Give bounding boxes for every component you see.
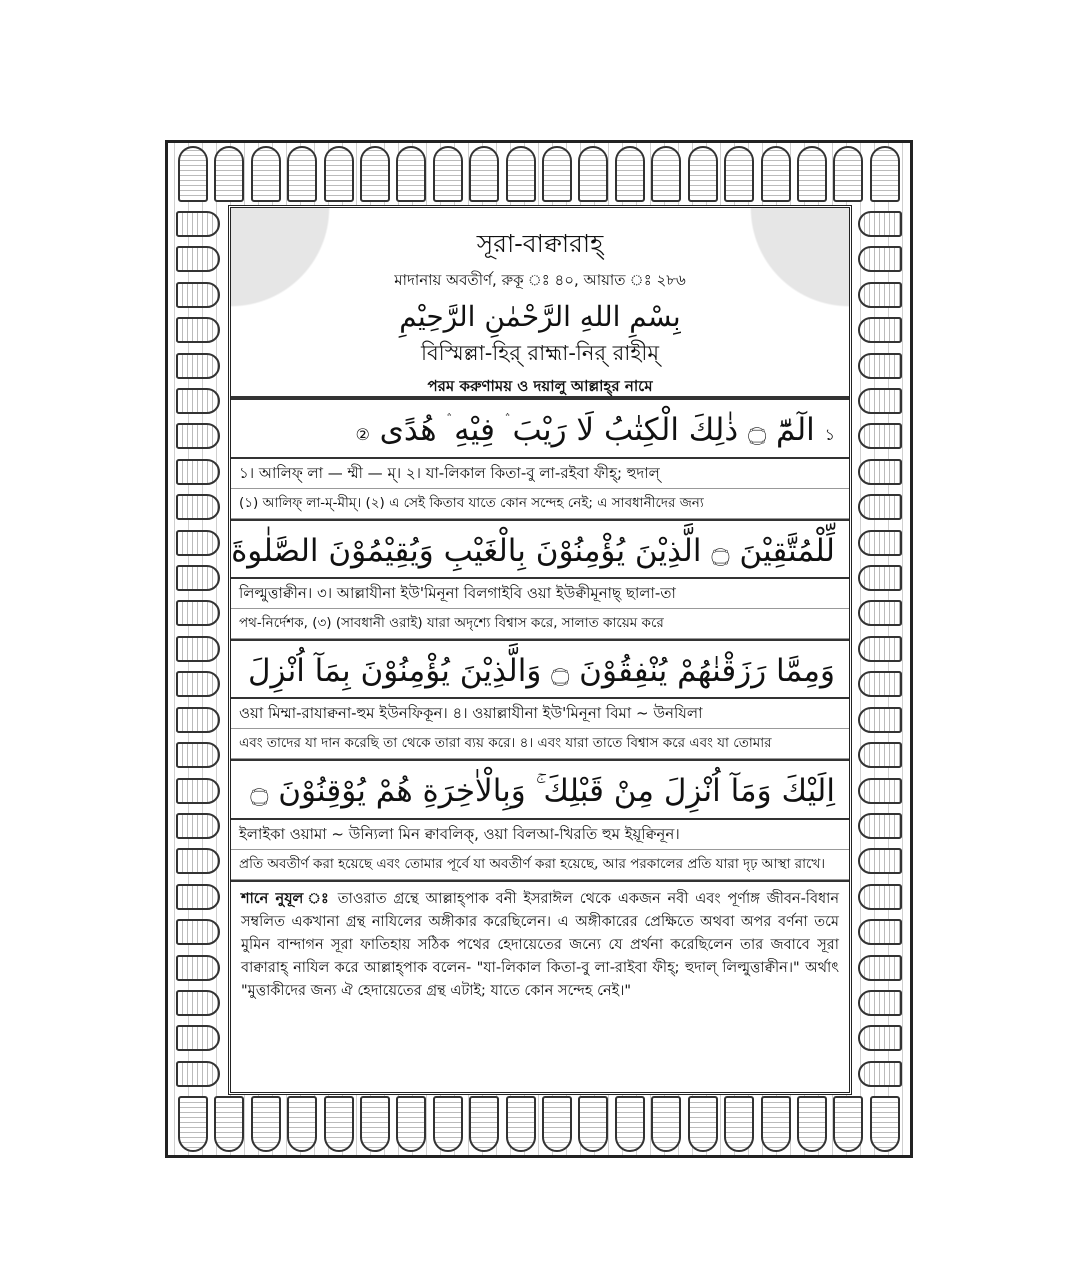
arch-ornament: [858, 636, 902, 662]
arch-ornament: [858, 211, 902, 237]
arch-ornament: [360, 1096, 390, 1152]
arch-ornament: [858, 530, 902, 556]
arch-ornament: [176, 671, 220, 697]
verse-number-badge: ②: [355, 425, 370, 444]
arch-ornament: [858, 778, 902, 804]
note-text: তাওরাত গ্রন্থে আল্লাহ্পাক বনী ইসরাঈল থেকে একজন নবী এবং পূর্ণাঙ্গ জীবন-বিধান সম্বলিত একখানা গ্রন্থ নাযিলের অঙ্গীকার করেছিলেন। এ অঙ্গীকারের প্রেক্ষিতে অথবা অপর বর্ণনা তমে মুমিন বান্দাগন সূরা ফাতিহায় সঠিক পথের হেদায়েতের জন্যে যে প্রর্থনা করেছিলেন তার জবাবে সূরা বাক্বারাহ্ নাযিল করে আল্লাহ্পাক বলেন- "যা-লিকাল কিতা-বু লা-রাইবা ফীহ্; হুদাল্ লিল্মুত্তাক্বীন।" অর্থাৎ "মুত্তাকীদের জন্য ঐ হেদায়েতের গ্রন্থ এটাই; যাতে কোন সন্দেহ নেই।": [241, 891, 840, 999]
arch-ornament: [176, 848, 220, 874]
arch-ornament: [251, 1096, 281, 1152]
arch-ornament: [176, 211, 220, 237]
arch-ornament: [324, 146, 354, 202]
arch-ornament: [858, 884, 902, 910]
verse-arabic: لِّلْمُتَّقِيْنَ ۝ الَّذِيْنَ يُؤْمِنُوْنَ بِالْغَيْبِ وَيُقِيْمُوْنَ الصَّلٰوةَ: [231, 519, 849, 579]
arch-ornament: [651, 146, 681, 202]
arch-ornament: [396, 146, 426, 202]
arch-ornament: [615, 146, 645, 202]
arch-ornament: [176, 494, 220, 520]
arch-ornament: [833, 146, 863, 202]
sura-header: [231, 208, 849, 398]
arch-ornament: [858, 423, 902, 449]
sura-title: সূরা-বাক্বারাহ্: [476, 229, 604, 258]
arch-ornament: [176, 388, 220, 414]
arch-ornament: [858, 813, 902, 839]
arch-ornament: [178, 146, 208, 202]
arch-ornament: [178, 1096, 208, 1152]
arch-ornament: [176, 565, 220, 591]
arch-ornament: [858, 600, 902, 626]
arch-ornament: [433, 1096, 463, 1152]
arch-ornament: [858, 459, 902, 485]
arch-ornament: [176, 813, 220, 839]
arch-ornament: [176, 919, 220, 945]
arch-ornament: [858, 990, 902, 1016]
arch-ornament: [858, 671, 902, 697]
verse-translation: প্রতি অবতীর্ণ করা হয়েছে এবং তোমার পূর্বে যা অবতীর্ণ করা হয়েছে, আর পরকালের প্রতি যারা দৃঢ় আস্থা রাখে।: [231, 850, 849, 880]
arch-ornament: [324, 1096, 354, 1152]
arch-ornament: [433, 146, 463, 202]
arch-ornament: [176, 990, 220, 1016]
arch-ornament: [176, 530, 220, 556]
note-label: শানে নুযূল ঃ: [241, 891, 331, 907]
arch-ornament: [858, 707, 902, 733]
bismillah-bengali: বিস্মিল্লা-হির্ রাহ্মা-নির্ রাহীম্: [420, 341, 660, 365]
sura-meta: মাদানায় অবতীর্ণ, রুকূ ঃ ৪০, আয়াত ঃ ২৮৬: [394, 271, 686, 289]
arch-ornament: [176, 742, 220, 768]
arch-ornament: [858, 282, 902, 308]
arch-ornament: [287, 146, 317, 202]
arch-ornament: [396, 1096, 426, 1152]
arch-ornament: [688, 146, 718, 202]
verse-number-badge: ১: [824, 425, 835, 444]
arch-ornament: [858, 1061, 902, 1087]
arch-ornament: [287, 1096, 317, 1152]
arch-ornament: [724, 1096, 754, 1152]
arch-ornament: [176, 423, 220, 449]
arch-ornament: [615, 1096, 645, 1152]
verse-arabic: [231, 398, 849, 459]
arch-ornament: [858, 565, 902, 591]
verse-arabic: اِلَيْكَ وَمَآ اُنْزِلَ مِنْ قَبْلِكَ ۚ وَبِالْاٰخِرَةِ هُمْ يُوْقِنُوْنَ ۝: [231, 759, 849, 820]
arch-ornament: [176, 282, 220, 308]
verse-translation: এবং তাদের যা দান করেছি তা থেকে তারা ব্যয় করে। ৪। এবং যারা তাতে বিশ্বাস করে এবং যা তোমার: [231, 729, 849, 759]
top-ornament: [168, 143, 910, 205]
arch-ornament: [176, 600, 220, 626]
arch-ornament: [858, 919, 902, 945]
arch-ornament: [858, 317, 902, 343]
arch-ornament: [797, 1096, 827, 1152]
left-ornament: [168, 205, 228, 1093]
arch-ornament: [214, 1096, 244, 1152]
arch-ornament: [858, 388, 902, 414]
arch-ornament: [251, 146, 281, 202]
arch-ornament: [214, 146, 244, 202]
verse-transliteration: লিল্মুত্তাক্বীন। ৩। আল্লাযীনা ইউ'মিনূনা বিলগাইবি ওয়া ইউক্বীমূনাছ্ ছালা-তা: [231, 579, 849, 609]
bismillah-translation: পরম করুণাময় ও দয়ালু আল্লাহ্‌র নামে: [427, 377, 653, 395]
arch-ornament: [360, 146, 390, 202]
arch-ornament: [724, 146, 754, 202]
arch-ornament: [176, 707, 220, 733]
revelation-context: [231, 880, 849, 1009]
arch-ornament: [761, 1096, 791, 1152]
verse-transliteration: ১। আলিফ্ লা — ম্মী — ম্। ২। যা-লিকাল কিতা-বু লা-রইবা ফীহ্; হুদাল্: [231, 459, 849, 489]
arch-ornament: [176, 459, 220, 485]
arch-ornament: [176, 1025, 220, 1051]
arch-ornament: [858, 742, 902, 768]
arch-ornament: [469, 1096, 499, 1152]
content-panel: [228, 205, 852, 1095]
arch-ornament: [176, 778, 220, 804]
verse-transliteration: ওয়া মিম্মা-রাযাক্বনা-হুম ইউনফিকূন। ৪। ওয়াল্লাযীনা ইউ'মিনূনা বিমা ~ উনযিলা: [231, 699, 849, 729]
arch-ornament: [506, 146, 536, 202]
arch-ornament: [542, 1096, 572, 1152]
arch-ornament: [858, 494, 902, 520]
arch-ornament: [176, 1061, 220, 1087]
arch-ornament: [858, 955, 902, 981]
arch-ornament: [870, 1096, 900, 1152]
right-ornament: [850, 205, 910, 1093]
arch-ornament: [176, 884, 220, 910]
verse-transliteration: ইলাইকা ওয়ামা ~ উন্যিলা মিন ক্বাবলিক্, ওয়া বিলআ-খিরতি হুম ইয়ূক্বিনূন।: [231, 820, 849, 850]
arch-ornament: [858, 246, 902, 272]
arch-ornament: [870, 146, 900, 202]
arch-ornament: [858, 353, 902, 379]
bismillah-arabic: بِسْمِ اللهِ الرَّحْمٰنِ الرَّحِيْمِ: [399, 300, 681, 333]
bottom-ornament: [168, 1093, 910, 1155]
arch-ornament: [469, 146, 499, 202]
arch-ornament: [176, 636, 220, 662]
arch-ornament: [688, 1096, 718, 1152]
verse-arabic-text: الٓمّٓ ۝ ذٰلِكَ الْكِتٰبُ لَا رَيْبَ ۛ فِيْهِ ۛ هُدًى: [379, 412, 815, 448]
verse-translation: (১) আলিফ্ লা-ম্-মীম্। (২) এ সেই কিতাব যাতে কোন সন্দেহ নেই; এ সাবধানীদের জন্য: [231, 489, 849, 519]
arch-ornament: [578, 146, 608, 202]
arch-ornament: [176, 246, 220, 272]
arch-ornament: [651, 1096, 681, 1152]
verse-translation: পথ-নির্দেশক, (৩) (সাবধানী ওরাই) যারা অদৃশ্যে বিশ্বাস করে, সালাত কায়েম করে: [231, 609, 849, 639]
arch-ornament: [578, 1096, 608, 1152]
arch-ornament: [833, 1096, 863, 1152]
arch-ornament: [176, 353, 220, 379]
arch-ornament: [542, 146, 572, 202]
arch-ornament: [506, 1096, 536, 1152]
arch-ornament: [858, 1025, 902, 1051]
arch-ornament: [797, 146, 827, 202]
arch-ornament: [858, 848, 902, 874]
arch-ornament: [176, 955, 220, 981]
verse-arabic: وَمِمَّا رَزَقْنٰهُمْ يُنْفِقُوْنَ ۝ وَالَّذِيْنَ يُؤْمِنُوْنَ بِمَآ اُنْزِلَ: [231, 639, 849, 699]
arch-ornament: [176, 317, 220, 343]
arch-ornament: [761, 146, 791, 202]
